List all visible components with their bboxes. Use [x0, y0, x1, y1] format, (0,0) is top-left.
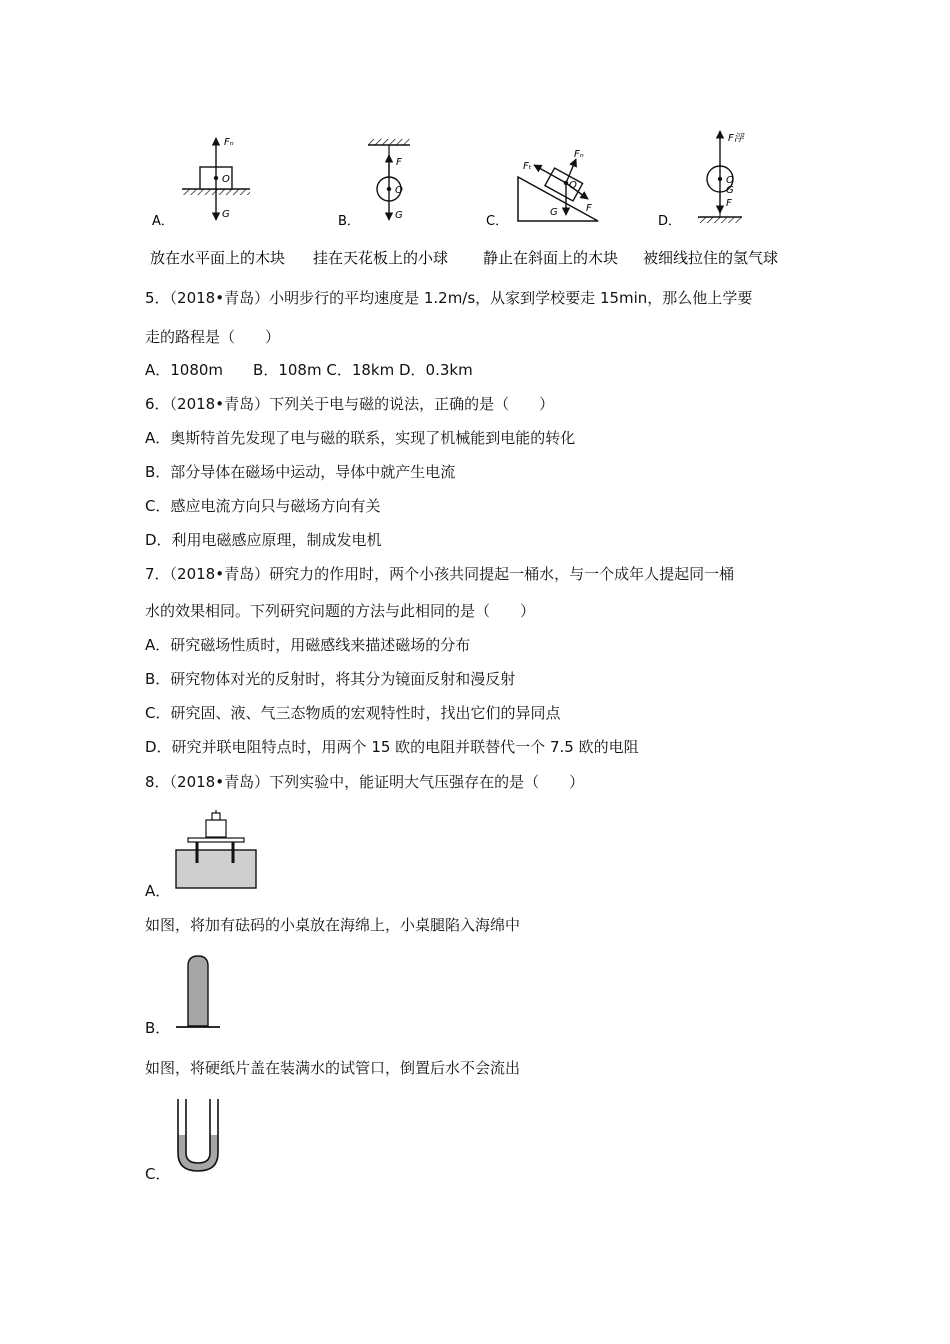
q5-options: A．1080m B．108m C．18km D．0.3km [145, 361, 473, 379]
panel-a-label-top: Fₙ [224, 137, 234, 148]
panel-c-label-gravity: G [550, 207, 558, 218]
panel-a-label-center: O [222, 174, 230, 185]
panel-b-hanging-ball [313, 139, 448, 267]
q8-option-b-description: 如图，将硬纸片盖在装满水的试管口，倒置后水不会流出 [145, 1059, 521, 1077]
panel-c-label-force: F [586, 203, 592, 214]
panel-b-caption: 挂在天花板上的小球 [313, 249, 449, 267]
q5-stem-line2: 走的路程是（ ） [145, 328, 281, 346]
panel-a-block-on-floor [150, 137, 285, 267]
q7-option-c: C．研究固、液、气三态物质的宏观特性时，找出它们的异同点 [145, 704, 561, 722]
q8-figure-a-table-on-sponge [170, 805, 265, 890]
panel-c-label-friction: Fₜ [523, 161, 532, 172]
force-diagram-figure [140, 125, 820, 275]
q7-option-b: B．研究物体对光的反射时，将其分为镜面反射和漫反射 [145, 670, 516, 688]
q8-figure-b-inverted-test-tube [172, 952, 232, 1032]
panel-d-balloon-on-string [643, 131, 778, 267]
q6-option-b: B．部分导体在磁场中运动，导体中就产生电流 [145, 463, 456, 481]
q5-stem-line1: 5．（2018•青岛）小明步行的平均速度是 1.2m/s，从家到学校要走 15min，那么他上学要 [145, 289, 753, 307]
q7-option-d: D．研究并联电阻特点时，用两个 15 欧的电阻并联替代一个 7.5 欧的电阻 [145, 738, 639, 756]
panel-d-label-center: O [726, 175, 734, 186]
panel-b-letter: B． [338, 214, 360, 229]
q7-stem-line2: 水的效果相同。下列研究问题的方法与此相同的是（ ） [145, 602, 536, 620]
q7-option-a: A．研究磁场性质时，用磁感线来描述磁场的分布 [145, 636, 471, 654]
panel-d-caption: 被细线拉住的氢气球 [643, 249, 779, 267]
panel-d-letter: D． [658, 214, 682, 229]
q6-option-d: D．利用电磁感应原理，制成发电机 [145, 531, 382, 549]
q8-figure-c-u-tube [170, 1095, 230, 1177]
panel-b-label-center: O [395, 185, 403, 196]
panel-c-letter: C． [486, 214, 509, 229]
q7-stem-line1: 7．（2018•青岛）研究力的作用时，两个小孩共同提起一桶水，与一个成年人提起同一桶 [145, 565, 735, 583]
panel-c-block-on-incline [483, 149, 618, 267]
q8-option-a-description: 如图，将加有砝码的小桌放在海绵上，小桌腿陷入海绵中 [145, 916, 521, 934]
panel-a-letter: A． [152, 214, 174, 229]
panel-c-label-center: O [569, 180, 577, 191]
q8-option-b-letter: B． [145, 1019, 171, 1037]
q8-option-c-letter: C． [145, 1165, 171, 1183]
panel-d-label-f: F [726, 198, 732, 209]
panel-d-label-top: F浮 [728, 133, 744, 144]
panel-a-caption: 放在水平面上的木块 [150, 249, 286, 267]
panel-c-caption: 静止在斜面上的木块 [483, 249, 619, 267]
panel-d-label-g: G [726, 185, 734, 196]
panel-b-label-top: F [396, 157, 402, 168]
panel-c-label-normal: Fₙ [574, 149, 584, 160]
q6-option-a: A．奥斯特首先发现了电与磁的联系，实现了机械能到电能的转化 [145, 429, 576, 447]
panel-a-label-bottom: G [222, 209, 230, 220]
q8-option-a-letter: A． [145, 882, 171, 900]
panel-b-label-bottom: G [395, 210, 403, 221]
q8-stem: 8．（2018•青岛）下列实验中，能证明大气压强存在的是（ ） [145, 773, 585, 791]
q6-option-c: C．感应电流方向只与磁场方向有关 [145, 497, 381, 515]
q6-stem: 6．（2018•青岛）下列关于电与磁的说法，正确的是（ ） [145, 395, 555, 413]
